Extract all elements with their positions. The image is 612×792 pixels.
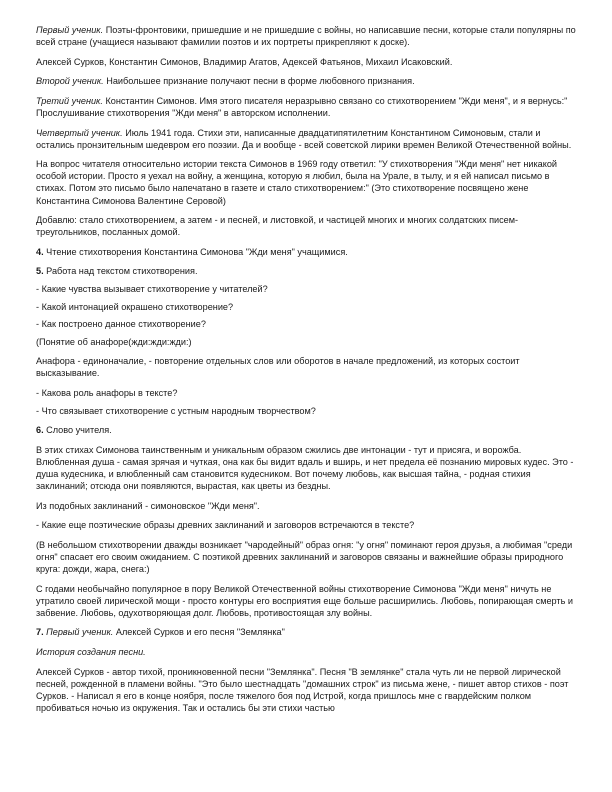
- paragraph-text: Из подобных заклинаний - симоновское "Жди меня".: [36, 500, 260, 511]
- question-item: [36, 318, 576, 330]
- paragraph-incantations: [36, 500, 576, 512]
- question-item: [36, 519, 576, 531]
- section-5-heading: [36, 265, 576, 277]
- section-title: Работа над текстом стихотворения.: [43, 266, 198, 277]
- paragraph-text: Наибольшее признание получают песни в форме любовного признания.: [103, 76, 415, 87]
- speaker-label: Первый ученик.: [36, 25, 104, 35]
- subheading-text: История создания песни.: [36, 647, 146, 658]
- paragraph-simonov-answer: [36, 158, 576, 206]
- section-7-heading: [36, 626, 576, 638]
- question-text: - Как построено данное стихотворение?: [36, 319, 206, 330]
- question-text: - Какова роль анафоры в тексте?: [36, 388, 178, 399]
- speaker-label: Четвертый ученик.: [36, 127, 123, 138]
- section-number: 6.: [36, 425, 44, 436]
- question-text: - Какой интонацией окрашено стихотворение?: [36, 301, 234, 312]
- paragraph-text: (Понятие об анафоре(жди:жди:жди:): [36, 336, 192, 347]
- speaker-label: Второй ученик.: [36, 76, 104, 87]
- paragraph-text: Алексей Сурков - автор тихой, проникновенной песни "Землянка". Песня "В землянке" стала чуть ли не первой лирической песней, рожденной в пламени войны. "Это было шестнадцать "домашних строк" из письма жене, - пишет автор стихов - поэт Сурков. - Написал я его в конце ноября, после тяжелого боя под Истрой, когда пришлось мне с гвардейским полком пробиваться ночью из окружения. Так и остались бы эти стихи частью: [36, 666, 569, 713]
- paragraph-second-student: [36, 75, 576, 87]
- paragraph-text: Алексей Сурков, Константин Симонов, Владимир Агатов, Адексей Фатьянов, Михаил Исаковский.: [36, 56, 453, 67]
- paragraph-poet-names: [36, 56, 576, 68]
- paragraph-text: Константин Симонов. Имя этого писателя неразрывно связано со стихотворением "Жди меня", и я вернусь:" Прослушивание стихотворения "Жди меня" в авторском исполнении.: [36, 95, 568, 118]
- speaker-label: Третий ученик.: [36, 95, 103, 106]
- question-text: - Какие еще поэтические образы древних заклинаний и заговоров встречаются в тексте?: [36, 520, 415, 531]
- paragraph-teacher-word: [36, 444, 576, 492]
- paragraph-anaphora-note: [36, 336, 576, 348]
- paragraph-third-student: [36, 95, 576, 119]
- paragraph-popularity: [36, 583, 576, 619]
- paragraph-first-student: [36, 24, 576, 48]
- section-number: 5.: [36, 266, 44, 277]
- section-title: Чтение стихотворения Константина Симонова "Жди меня" учащимися.: [43, 246, 348, 257]
- subheading-song-history: [36, 646, 576, 658]
- paragraph-anaphora-definition: [36, 355, 576, 379]
- section-4-heading: [36, 246, 576, 258]
- paragraph-surkov-song: [36, 666, 576, 714]
- paragraph-text: Поэты-фронтовики, пришедшие и не пришедшие с войны, но написавшие песни, которые стали популярны по всей стране (учащиеся называют фамилии поэтов и их портреты прикрепляют к доске).: [36, 25, 576, 48]
- question-item: [36, 283, 576, 295]
- section-number: 4.: [36, 246, 44, 257]
- paragraph-fourth-student: [36, 127, 576, 151]
- speaker-label: Первый ученик.: [46, 627, 114, 638]
- paragraph-addition: [36, 214, 576, 238]
- section-title: Алексей Сурков и его песня "Землянка": [113, 627, 285, 638]
- section-title: Слово учителя.: [43, 425, 112, 436]
- question-text: - Что связывает стихотворение с устным народным творчеством?: [36, 405, 316, 416]
- section-number: 7.: [36, 627, 44, 638]
- question-item: [36, 301, 576, 313]
- paragraph-text: Июль 1941 года. Стихи эти, написанные двадцатипятилетним Константином Симоновым, стали и остались пронзительным шедевром его поэзии. Да и вообще - всей советской лирики времен Великой Отечественной войны.: [36, 127, 572, 150]
- document-page: [36, 24, 576, 722]
- paragraph-text: Анафора - единоначалие, - повторение отдельных слов или оборотов в начале предложений, из которых состоит высказывание.: [36, 356, 520, 379]
- paragraph-text: С годами необычайно популярное в пору Великой Отечественной войны стихотворение Симонова "Жди меня" ничуть не утратило своей лирической мощи - просто контуры его восприятия еще больше расширились. Любовь, попирающая смерть и забвение. Любовь, одухотворяющая долг. Любовь, противостоящая злу войны.: [36, 583, 573, 618]
- paragraph-text: (В небольшом стихотворении дважды возникает "чародейный" образ огня: "у огня" поминают героя друзья, а любимая "среди огня" спасает его своим ожиданием. С поэтикой древних заклинаний и заговоров связаны и важнейшие образы природного круга: дожди, жара, снега:): [36, 539, 573, 575]
- question-item: [36, 405, 576, 417]
- section-6-heading: [36, 424, 576, 436]
- paragraph-text: На вопрос читателя относительно истории текста Симонов в 1969 году ответил: "У стихотворения "Жди меня" нет никакой особой истории. Просто я уехал на войну, а женщина, которую я любил, была на Урале, в тылу, и я ей написал письмо в стихах. Потом это письмо было напечатано в газете и стало стихотворением:" (Это стихотворение посвящено жене Константина Симонова Валентине Серовой): [36, 159, 558, 206]
- paragraph-text: В этих стихах Симонова таинственным и уникальным образом сжились две интонации - тут и присяга, и ворожба. Влюбленная душа - самая зрячая и чуткая, она как бы видит вдаль и вширь, и нет предела её познанию мировых кудес. Это - душа кудесника, и влюбленный сам становится кудесником. Вот почему любовь, как высшая тайна, - родная стихия заклинаний; отсюда они появляются, вырастая, как цветы из бездны.: [36, 444, 574, 492]
- question-text: - Какие чувства вызывает стихотворение у читателей?: [36, 284, 268, 294]
- question-item: [36, 387, 576, 399]
- paragraph-text: Добавлю: стало стихотворением, а затем - и песней, и листовкой, и частицей многих и многих солдатских писем-треугольников, посланных домой.: [36, 215, 519, 238]
- paragraph-fire-image: [36, 539, 576, 575]
